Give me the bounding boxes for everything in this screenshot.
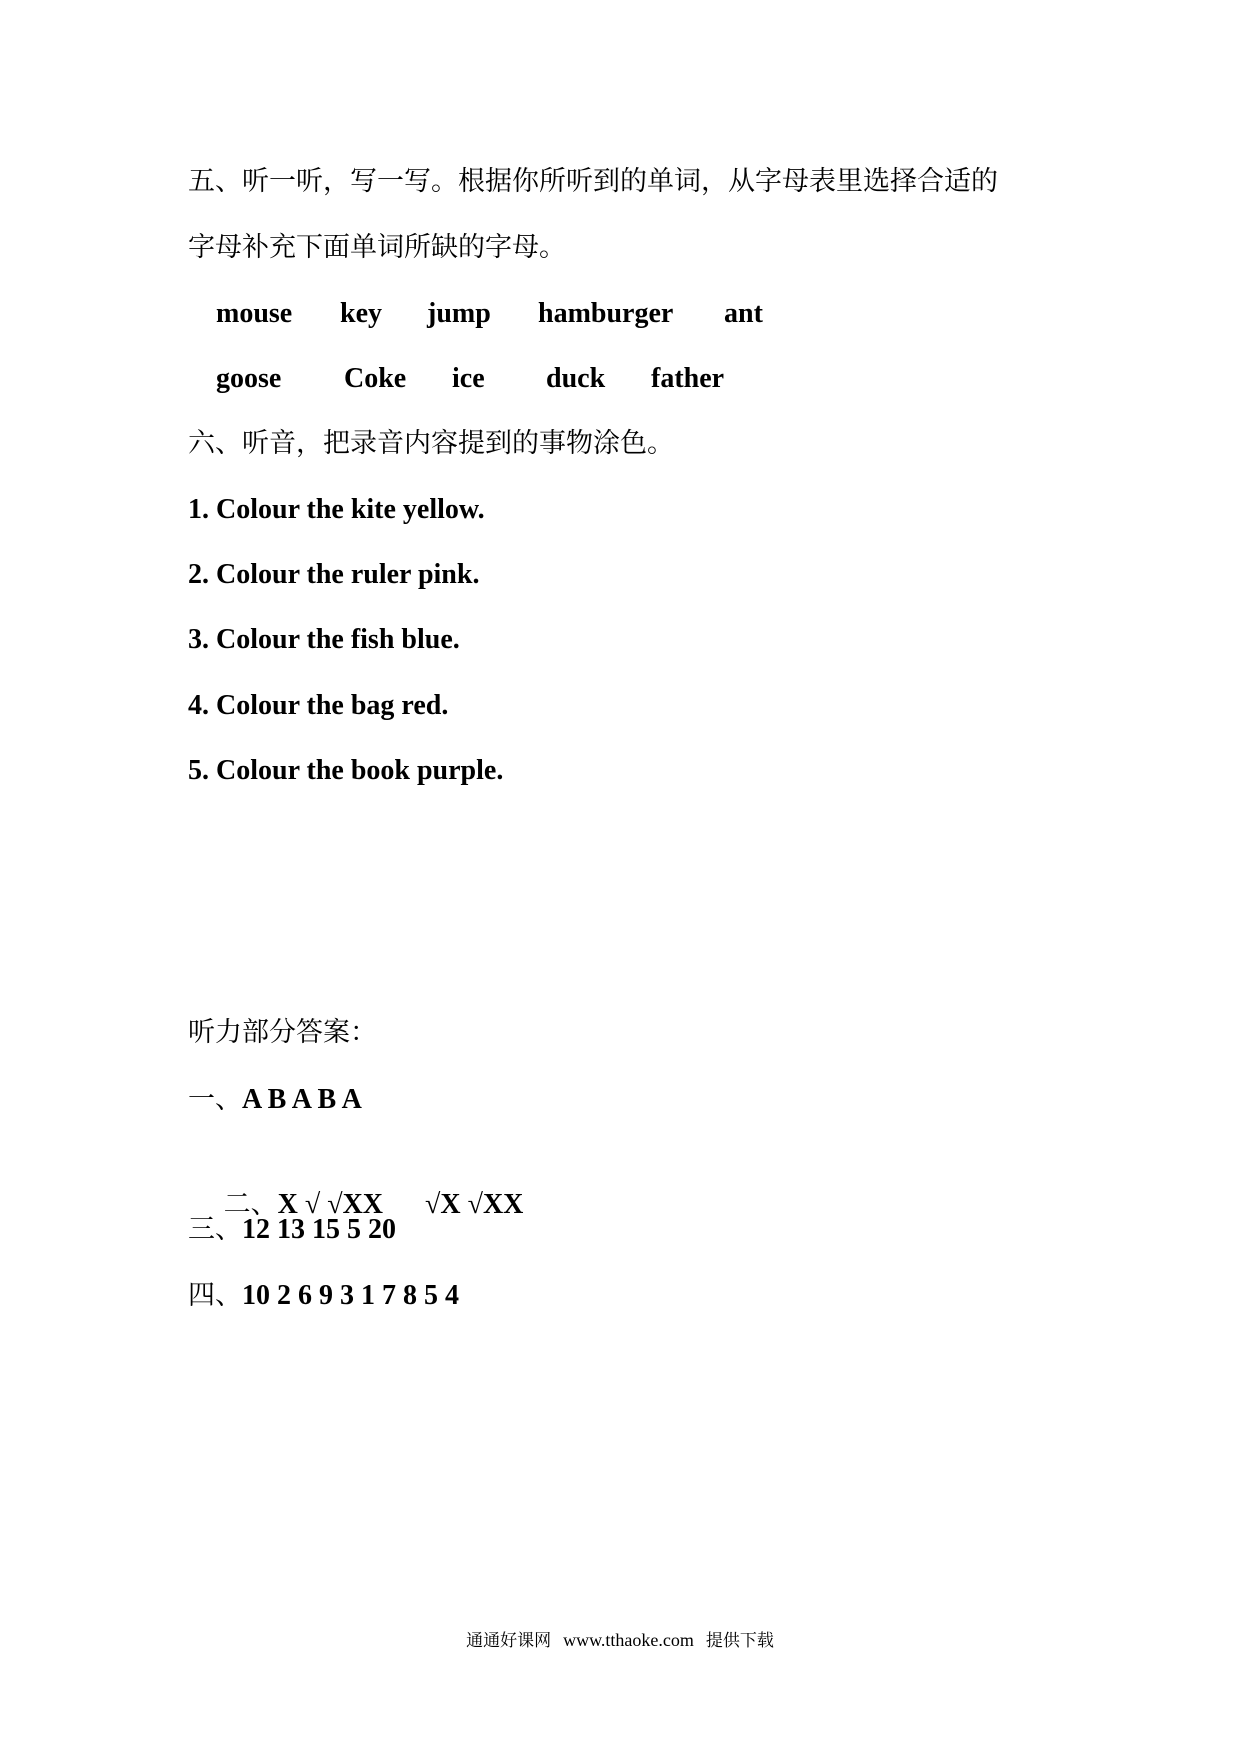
word-item: father [651, 363, 725, 394]
answer-text: A B A B A [242, 1084, 362, 1115]
word-item: key [340, 298, 382, 329]
list-item: 3. Colour the fish blue. [188, 624, 460, 655]
word-item: ant [724, 298, 763, 329]
footer-suffix: 提供下载 [705, 1631, 774, 1651]
page-footer [0, 1628, 1240, 1653]
footer-site-name: 通通好课网 [466, 1631, 552, 1651]
list-item: 1. Colour the kite yellow. [188, 494, 485, 525]
answer-prefix: 一、 [188, 1084, 242, 1115]
answer-line [188, 1079, 362, 1120]
word-item: mouse [216, 298, 293, 329]
answer-prefix: 三、 [188, 1214, 242, 1245]
section5-instruction-line2: 字母补充下面单词所缺的字母。 [188, 232, 566, 263]
word-item: jump [427, 298, 491, 329]
footer-url[interactable]: www.tthaoke.com [563, 1630, 694, 1650]
answer-text: 12 13 15 5 20 [242, 1214, 396, 1245]
answer-prefix: 二、 [223, 1189, 278, 1220]
word-item: Coke [344, 363, 407, 394]
word-item: duck [546, 363, 606, 394]
list-item: 4. Colour the bag red. [188, 690, 449, 721]
list-item: 2. Colour the ruler pink. [188, 559, 480, 590]
section5-instruction-line1: 五、听一听，写一写。根据你所听到的单词，从字母表里选择合适的 [188, 166, 998, 197]
answer-prefix: 四、 [188, 1280, 242, 1311]
answer-line [188, 1209, 396, 1250]
word-item: goose [216, 363, 282, 394]
word-item: hamburger [538, 298, 674, 329]
answer-text: X √ √XX √X √XX [277, 1189, 524, 1220]
word-item: ice [452, 363, 485, 394]
list-item: 5. Colour the book purple. [188, 755, 504, 786]
answers-heading: 听力部分答案： [188, 1017, 377, 1048]
answer-text: 10 2 6 9 3 1 7 8 5 4 [242, 1280, 459, 1311]
answer-line [188, 1275, 459, 1316]
section6-heading: 六、听音，把录音内容提到的事物涂色。 [188, 428, 674, 459]
